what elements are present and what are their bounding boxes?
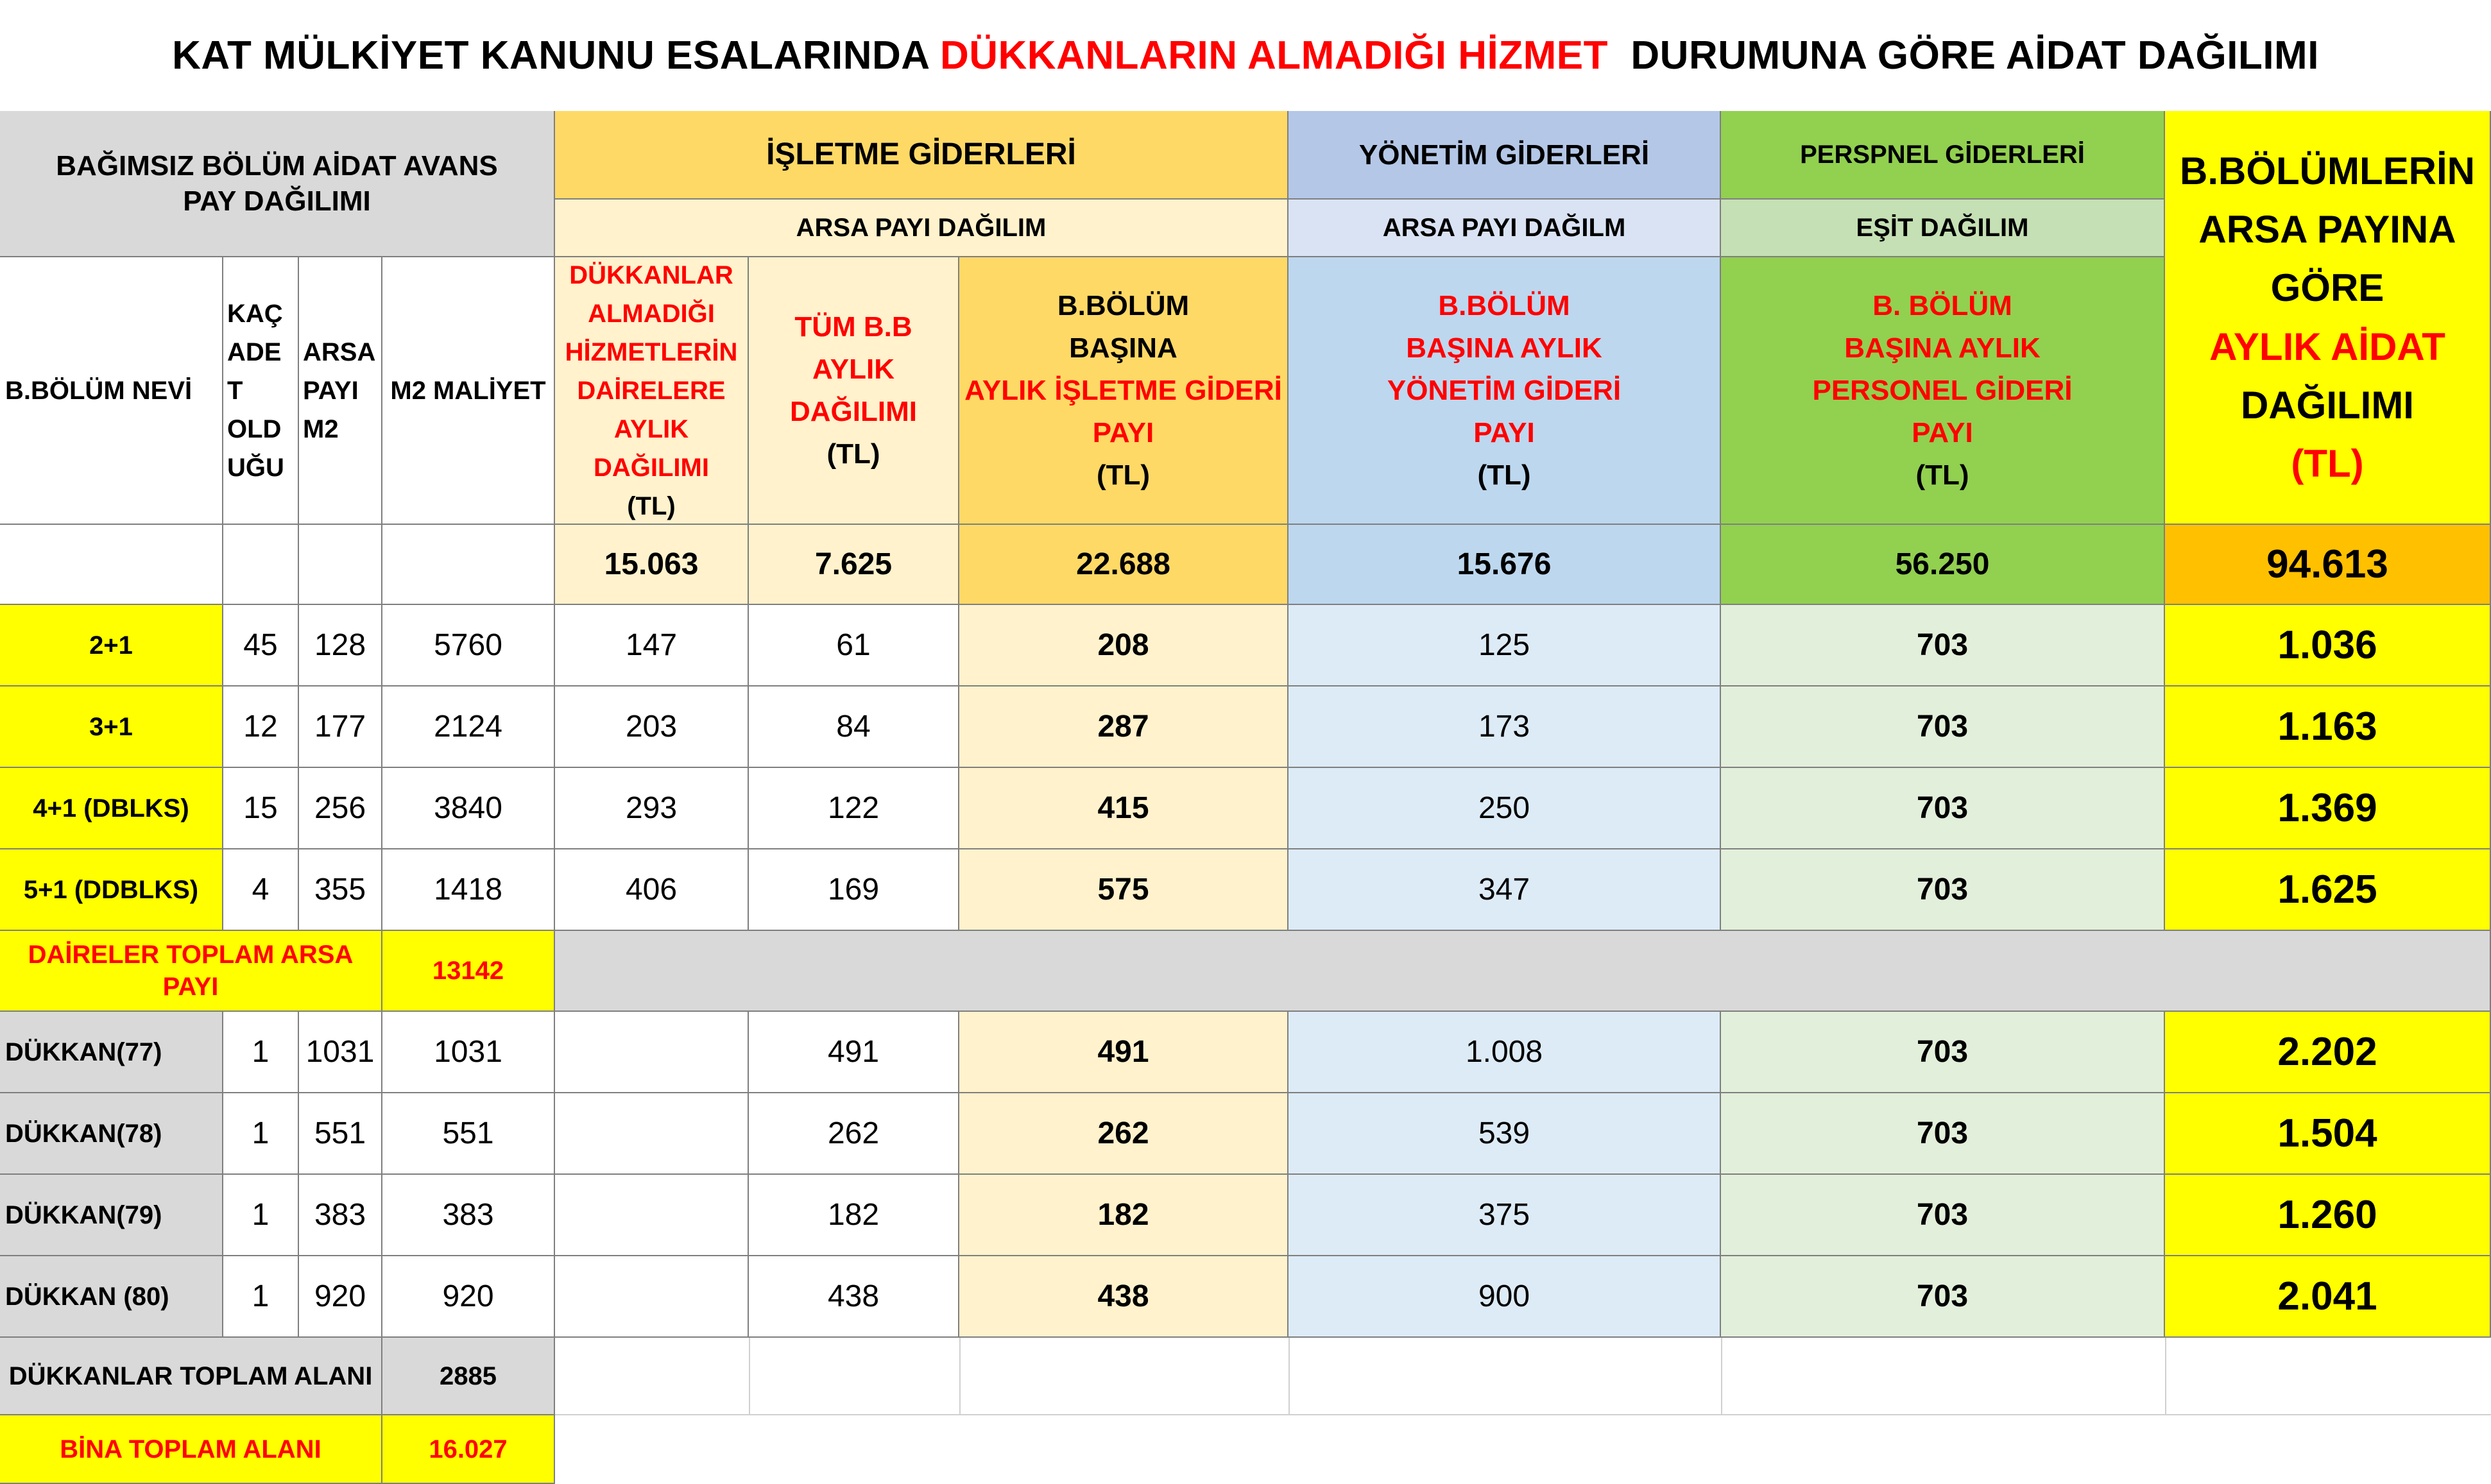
totals-blank-nevi bbox=[0, 525, 223, 605]
daire-row-1-aidat: 1.036 bbox=[2165, 605, 2491, 687]
col-yon-line-2: BAŞINA AYLIK bbox=[1406, 332, 1602, 364]
col-m2: M2 MALİYET bbox=[382, 257, 555, 525]
col-tum-line-3: DAĞILIMI bbox=[790, 395, 917, 427]
daire-row-1-tum: 61 bbox=[749, 605, 959, 687]
col-kac-line-5: UĞU bbox=[227, 453, 284, 482]
dukkan-row-4-bolum: 438 bbox=[959, 1256, 1288, 1338]
daire-row-2-dukkan: 203 bbox=[555, 687, 749, 768]
col-kac-line-2: ADE bbox=[227, 337, 282, 366]
daire-row-4-aidat: 1.625 bbox=[2165, 849, 2491, 931]
daire-row-3-tum: 122 bbox=[749, 768, 959, 849]
daire-row-2-arsa: 177 bbox=[299, 687, 382, 768]
col-arsa-line-1: ARSA bbox=[303, 337, 376, 366]
daire-row-3-nevi: 4+1 (DBLKS) bbox=[0, 768, 223, 849]
daire-row-2-tum: 84 bbox=[749, 687, 959, 768]
dukkan-row-1-m2: 1031 bbox=[382, 1012, 555, 1093]
col-yon-unit: (TL) bbox=[1477, 459, 1531, 491]
dukkan-row-4-nevi: DÜKKAN (80) bbox=[0, 1256, 223, 1338]
grid-line bbox=[555, 1414, 2491, 1415]
total-bolum: 22.688 bbox=[959, 525, 1288, 605]
col-bolum-line-2: BAŞINA bbox=[1069, 332, 1177, 364]
isletme-subheader: ARSA PAYI DAĞILIM bbox=[555, 200, 1288, 257]
col-dukkan-line-4: DAİRELERE bbox=[577, 376, 726, 405]
dukkan-row-2-arsa: 551 bbox=[299, 1093, 382, 1175]
dukkanlar-toplam-value: 2885 bbox=[382, 1338, 555, 1415]
dukkan-row-2-bolum: 262 bbox=[959, 1093, 1288, 1175]
daire-row-1-per: 703 bbox=[1721, 605, 2165, 687]
title-part-1: KAT MÜLKİYET KANUNU ESALARINDA bbox=[172, 33, 940, 78]
dukkan-row-2-dukkan bbox=[555, 1093, 749, 1175]
dukkan-row-4-m2: 920 bbox=[382, 1256, 555, 1338]
grid-line bbox=[2165, 1338, 2166, 1415]
dukkan-row-3-per: 703 bbox=[1721, 1175, 2165, 1256]
col-dukkan-line-2: ALMADIĞI bbox=[588, 299, 715, 328]
col-dukkan bbox=[555, 257, 749, 525]
grid-line bbox=[959, 1338, 961, 1415]
daire-row-2-m2: 2124 bbox=[382, 687, 555, 768]
dukkan-row-2-yon: 539 bbox=[1288, 1093, 1721, 1175]
bina-toplam-value: 16.027 bbox=[382, 1415, 555, 1484]
daire-row-3-yon: 250 bbox=[1288, 768, 1721, 849]
page-title bbox=[0, 0, 2491, 111]
empty-bottom-area bbox=[555, 1338, 2491, 1484]
daire-row-4-tum: 169 bbox=[749, 849, 959, 931]
daire-row-4-dukkan: 406 bbox=[555, 849, 749, 931]
col-arsa-line-3: M2 bbox=[303, 414, 339, 443]
daire-row-4-yon: 347 bbox=[1288, 849, 1721, 931]
col-per-unit: (TL) bbox=[1915, 459, 1969, 491]
dukkan-row-4-per: 703 bbox=[1721, 1256, 2165, 1338]
col-bolum-unit: (TL) bbox=[1096, 459, 1151, 491]
daire-row-3-bolum: 415 bbox=[959, 768, 1288, 849]
col-kac bbox=[223, 257, 299, 525]
dukkan-row-4-aidat: 2.041 bbox=[2165, 1256, 2491, 1338]
col-dukkan-line-5: AYLIK bbox=[613, 414, 689, 443]
isletme-header: İŞLETME GİDERLERİ bbox=[555, 111, 1288, 200]
aidat-header-line-3: GÖRE bbox=[2270, 266, 2384, 310]
col-per-line-2: BAŞINA AYLIK bbox=[1844, 332, 2041, 364]
daire-row-2-bolum: 287 bbox=[959, 687, 1288, 768]
dukkan-row-1-kac: 1 bbox=[223, 1012, 299, 1093]
dukkan-row-3-kac: 1 bbox=[223, 1175, 299, 1256]
grid-line bbox=[1288, 1338, 1290, 1415]
dukkan-row-3-aidat: 1.260 bbox=[2165, 1175, 2491, 1256]
aidat-header-red-1: AYLIK AİDAT bbox=[2209, 325, 2445, 368]
daire-row-3-per: 703 bbox=[1721, 768, 2165, 849]
aidat-table bbox=[0, 111, 2491, 1484]
dukkan-row-4-dukkan bbox=[555, 1256, 749, 1338]
col-yonetim bbox=[1288, 257, 1721, 525]
col-dukkan-unit: (TL) bbox=[627, 491, 676, 520]
col-dukkan-line-3: HİZMETLERİN bbox=[565, 337, 738, 366]
daireler-toplam-label: DAİRELER TOPLAM ARSA PAYI bbox=[0, 931, 382, 1012]
dukkan-row-4-kac: 1 bbox=[223, 1256, 299, 1338]
daire-row-3-kac: 15 bbox=[223, 768, 299, 849]
col-bolum-red-1: AYLIK İŞLETME GİDERİ bbox=[964, 374, 1282, 406]
dukkan-row-3-yon: 375 bbox=[1288, 1175, 1721, 1256]
col-yon-line-4: PAYI bbox=[1473, 416, 1535, 448]
personel-header: PERSPNEL GİDERLERİ bbox=[1721, 111, 2165, 200]
col-dukkan-line-1: DÜKKANLAR bbox=[569, 260, 733, 289]
personel-subheader: EŞİT DAĞILIM bbox=[1721, 200, 2165, 257]
daire-row-3-aidat: 1.369 bbox=[2165, 768, 2491, 849]
col-kac-line-4: OLD bbox=[227, 414, 282, 443]
daire-row-1-bolum: 208 bbox=[959, 605, 1288, 687]
col-bolum-line-1: B.BÖLÜM bbox=[1057, 289, 1190, 321]
separator-band bbox=[555, 931, 2491, 1012]
dukkan-row-1-arsa: 1031 bbox=[299, 1012, 382, 1093]
daire-row-4-per: 703 bbox=[1721, 849, 2165, 931]
dukkan-row-1-per: 703 bbox=[1721, 1012, 2165, 1093]
aidat-header-line-4: DAĞILIMI bbox=[2241, 383, 2414, 427]
dukkan-row-2-nevi: DÜKKAN(78) bbox=[0, 1093, 223, 1175]
dukkan-row-1-nevi: DÜKKAN(77) bbox=[0, 1012, 223, 1093]
dukkan-row-3-dukkan bbox=[555, 1175, 749, 1256]
daire-row-2-aidat: 1.163 bbox=[2165, 687, 2491, 768]
col-dukkan-line-6: DAĞILIMI bbox=[594, 453, 709, 482]
col-bolum bbox=[959, 257, 1288, 525]
daire-row-3-dukkan: 293 bbox=[555, 768, 749, 849]
title-part-2: DÜKKANLARIN ALMADIĞI HİZMET bbox=[939, 33, 1608, 78]
dukkan-row-2-per: 703 bbox=[1721, 1093, 2165, 1175]
grid-line bbox=[749, 1338, 750, 1415]
daire-row-2-per: 703 bbox=[1721, 687, 2165, 768]
daire-row-3-arsa: 256 bbox=[299, 768, 382, 849]
dukkan-row-2-aidat: 1.504 bbox=[2165, 1093, 2491, 1175]
aidat-header-line-2: ARSA PAYINA bbox=[2198, 208, 2456, 252]
dukkan-row-3-tum: 182 bbox=[749, 1175, 959, 1256]
daire-row-1-m2: 5760 bbox=[382, 605, 555, 687]
dukkan-row-1-dukkan bbox=[555, 1012, 749, 1093]
col-yon-line-3: YÖNETİM GİDERİ bbox=[1387, 374, 1622, 406]
aidat-total-header bbox=[2165, 111, 2491, 525]
daire-row-1-arsa: 128 bbox=[299, 605, 382, 687]
col-tum bbox=[749, 257, 959, 525]
col-kac-line-3: T bbox=[227, 376, 243, 405]
daire-row-2-yon: 173 bbox=[1288, 687, 1721, 768]
dukkan-row-2-tum: 262 bbox=[749, 1093, 959, 1175]
grid-line bbox=[1721, 1338, 1722, 1415]
daire-row-2-kac: 12 bbox=[223, 687, 299, 768]
dukkan-row-1-bolum: 491 bbox=[959, 1012, 1288, 1093]
dukkan-row-3-arsa: 383 bbox=[299, 1175, 382, 1256]
col-tum-line-2: AYLIK bbox=[812, 353, 895, 385]
total-personel: 56.250 bbox=[1721, 525, 2165, 605]
daire-row-4-arsa: 355 bbox=[299, 849, 382, 931]
totals-blank-kac bbox=[223, 525, 299, 605]
dukkan-row-2-kac: 1 bbox=[223, 1093, 299, 1175]
col-per-line-1: B. BÖLÜM bbox=[1872, 289, 2012, 321]
col-tum-line-1: TÜM B.B bbox=[794, 311, 912, 343]
col-nevi: B.BÖLÜM NEVİ bbox=[0, 257, 223, 525]
col-kac-line-1: KAÇ bbox=[227, 299, 283, 328]
dukkan-row-4-tum: 438 bbox=[749, 1256, 959, 1338]
dukkan-row-2-m2: 551 bbox=[382, 1093, 555, 1175]
col-per-line-4: PAYI bbox=[1912, 416, 1973, 448]
aidat-header-line-1: B.BÖLÜMLERİN bbox=[2180, 149, 2475, 192]
col-bolum-red-2: PAYI bbox=[1092, 416, 1154, 448]
daire-row-4-nevi: 5+1 (DDBLKS) bbox=[0, 849, 223, 931]
daire-row-1-kac: 45 bbox=[223, 605, 299, 687]
col-personel bbox=[1721, 257, 2165, 525]
yonetim-header: YÖNETİM GİDERLERİ bbox=[1288, 111, 1721, 200]
dukkan-row-1-tum: 491 bbox=[749, 1012, 959, 1093]
totals-blank-m2 bbox=[382, 525, 555, 605]
daire-row-1-dukkan: 147 bbox=[555, 605, 749, 687]
daireler-toplam-value: 13142 bbox=[382, 931, 555, 1012]
daire-row-4-m2: 1418 bbox=[382, 849, 555, 931]
daire-row-2-nevi: 3+1 bbox=[0, 687, 223, 768]
yonetim-subheader: ARSA PAYI DAĞILM bbox=[1288, 200, 1721, 257]
left-header-line-1: BAĞIMSIZ BÖLÜM AİDAT AVANS bbox=[56, 150, 498, 182]
left-header-line-2: PAY DAĞILIMI bbox=[183, 185, 371, 217]
total-yonetim: 15.676 bbox=[1288, 525, 1721, 605]
dukkan-row-3-m2: 383 bbox=[382, 1175, 555, 1256]
col-tum-unit: (TL) bbox=[826, 438, 880, 470]
dukkan-row-4-yon: 900 bbox=[1288, 1256, 1721, 1338]
total-dukkan: 15.063 bbox=[555, 525, 749, 605]
dukkan-row-1-aidat: 2.202 bbox=[2165, 1012, 2491, 1093]
dukkan-row-3-bolum: 182 bbox=[959, 1175, 1288, 1256]
daire-row-4-bolum: 575 bbox=[959, 849, 1288, 931]
total-aidat: 94.613 bbox=[2165, 525, 2491, 605]
col-per-line-3: PERSONEL GİDERİ bbox=[1812, 374, 2073, 406]
col-yon-line-1: B.BÖLÜM bbox=[1438, 289, 1570, 321]
totals-blank-arsa bbox=[299, 525, 382, 605]
title-part-3: DURUMUNA GÖRE AİDAT DAĞILIMI bbox=[1607, 33, 2319, 78]
dukkan-row-4-arsa: 920 bbox=[299, 1256, 382, 1338]
dukkanlar-toplam-label: DÜKKANLAR TOPLAM ALANI bbox=[0, 1338, 382, 1415]
aidat-header-red-2: (TL) bbox=[2291, 441, 2364, 485]
col-arsa bbox=[299, 257, 382, 525]
col-arsa-line-2: PAYI bbox=[303, 376, 359, 405]
daire-row-1-yon: 125 bbox=[1288, 605, 1721, 687]
bina-toplam-label: BİNA TOPLAM ALANI bbox=[0, 1415, 382, 1484]
daire-row-4-kac: 4 bbox=[223, 849, 299, 931]
dukkan-row-3-nevi: DÜKKAN(79) bbox=[0, 1175, 223, 1256]
daire-row-3-m2: 3840 bbox=[382, 768, 555, 849]
daire-row-1-nevi: 2+1 bbox=[0, 605, 223, 687]
dukkan-row-1-yon: 1.008 bbox=[1288, 1012, 1721, 1093]
total-tum: 7.625 bbox=[749, 525, 959, 605]
left-header bbox=[0, 111, 555, 257]
